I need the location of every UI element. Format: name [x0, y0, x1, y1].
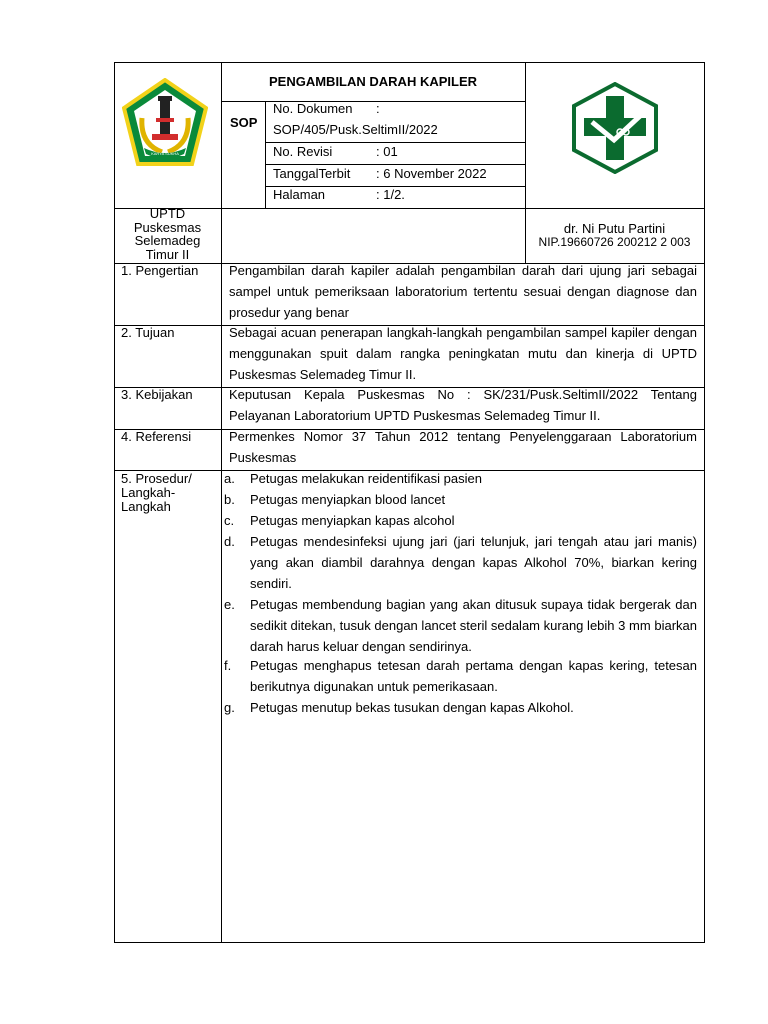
list-text: Petugas melakukan reidentifikasi pasien	[250, 471, 482, 486]
list-marker: g.	[224, 700, 235, 715]
section-label-kebijakan: 3. Kebijakan	[121, 387, 193, 402]
list-item	[224, 531, 697, 594]
section-text-referensi: Permenkes Nomor 37 Tahun 2012 tentang Penyelenggaraan Laboratorium Puskesmas	[229, 429, 697, 465]
section-text-tujuan: Sebagai acuan penerapan langkah-langkah pengambilan sampel kapiler dengan menggunakan spuit dalam rangka peningkatan mutu dan kinerja di UPTD Puskesmas Selemadeg Timur II.	[229, 325, 697, 382]
org-line-3: Selemadeg	[134, 233, 201, 248]
frame-top	[114, 62, 705, 63]
signer-nip: NIP.19660726 200212 2 003	[538, 235, 691, 249]
list-item	[224, 510, 697, 531]
list-item	[224, 468, 697, 489]
title-row-bottom	[221, 101, 525, 102]
section-label-referensi: 4. Referensi	[121, 429, 192, 444]
list-text: Petugas menutup bekas tusukan dengan kapas Alkohol.	[250, 700, 574, 715]
list-text: Petugas menyiapkan kapas alcohol	[250, 513, 455, 528]
tanggal-terbit-value: : 6 November 2022	[376, 166, 487, 181]
org-line-2: Puskesmas	[133, 219, 202, 235]
header-divider-left	[221, 62, 222, 942]
list-marker: a.	[224, 471, 235, 486]
signer-name: dr. Ni Putu Partini	[563, 221, 666, 236]
no-revisi-value: : 01	[376, 144, 398, 159]
section-text-kebijakan: Keputusan Kepala Puskesmas No : SK/231/Pusk.SeltimII/2022 Tentang Pelayanan Laboratorium UPTD Puskesmas Selemadeg Timur II.	[229, 387, 697, 423]
list-text: Petugas mendesinfeksi ujung jari (jari telunjuk, jari tengah atau jari manis) yang akan diambil darahnya dengan kapas Alkohol 70%, biarkan kering sendiri.	[250, 534, 697, 591]
list-text: Petugas menyiapkan blood lancet	[250, 492, 446, 507]
list-marker: d.	[224, 534, 235, 549]
emblem-text: KARYA SUKHA	[151, 151, 179, 156]
halaman-label: Halaman	[273, 187, 326, 202]
org-line-4: Timur II	[145, 246, 190, 262]
halaman-value: : 1/2.	[376, 187, 405, 202]
frame-left	[114, 62, 115, 943]
section-text-pengertian: Pengambilan darah kapiler adalah pengambilan darah dari ujung jari sebagai sampel untuk pemeriksaan laboratorium tertentu sesuai dengan diagnose dan prosedur yang benar	[229, 263, 697, 320]
org-line-1: UPTD	[149, 206, 186, 221]
frame-right	[704, 62, 705, 943]
puskesmas-logo	[570, 82, 660, 174]
list-marker: f.	[224, 658, 232, 673]
list-item	[224, 594, 697, 657]
list-text: Petugas membendung bagian yang akan ditusuk supaya tidak bergerak dan sedikit ditekan, tusuk dengan lancet steril sedalam kurang lebih 3 mm biarkan darah harus keluar dengan sendirinya.	[250, 597, 697, 654]
list-marker: b.	[224, 492, 235, 507]
section-label-tujuan: 2. Tujuan	[121, 325, 175, 340]
no-dokumen-label: No. Dokumen	[273, 101, 353, 116]
list-item	[224, 489, 697, 510]
list-item	[224, 697, 697, 718]
sop-label: SOP	[230, 115, 258, 130]
list-marker: c.	[224, 513, 235, 528]
frame-bottom	[114, 942, 705, 943]
list-text: Petugas menghapus tetesan darah pertama dengan kapas kering, tetesan berikutnya digunakan untuk pemerikasaan.	[250, 658, 697, 694]
list-item	[224, 655, 697, 697]
regency-emblem-logo	[122, 78, 208, 168]
list-marker: e.	[224, 597, 235, 612]
document-title: PENGAMBILAN DARAH KAPILER	[269, 74, 477, 89]
no-revisi-label: No. Revisi	[273, 144, 333, 159]
org-name	[114, 207, 221, 261]
no-dokumen-colon: :	[376, 101, 380, 116]
sop-divider	[265, 101, 266, 209]
section-label-prosedur: 5. Prosedur/ Langkah- Langkah	[121, 471, 192, 514]
section-label-pengertian: 1. Pengertian	[121, 263, 199, 278]
tanggal-terbit-label: TanggalTerbit	[273, 166, 351, 181]
no-dokumen-value: SOP/405/Pusk.SeltimII/2022	[273, 122, 438, 137]
